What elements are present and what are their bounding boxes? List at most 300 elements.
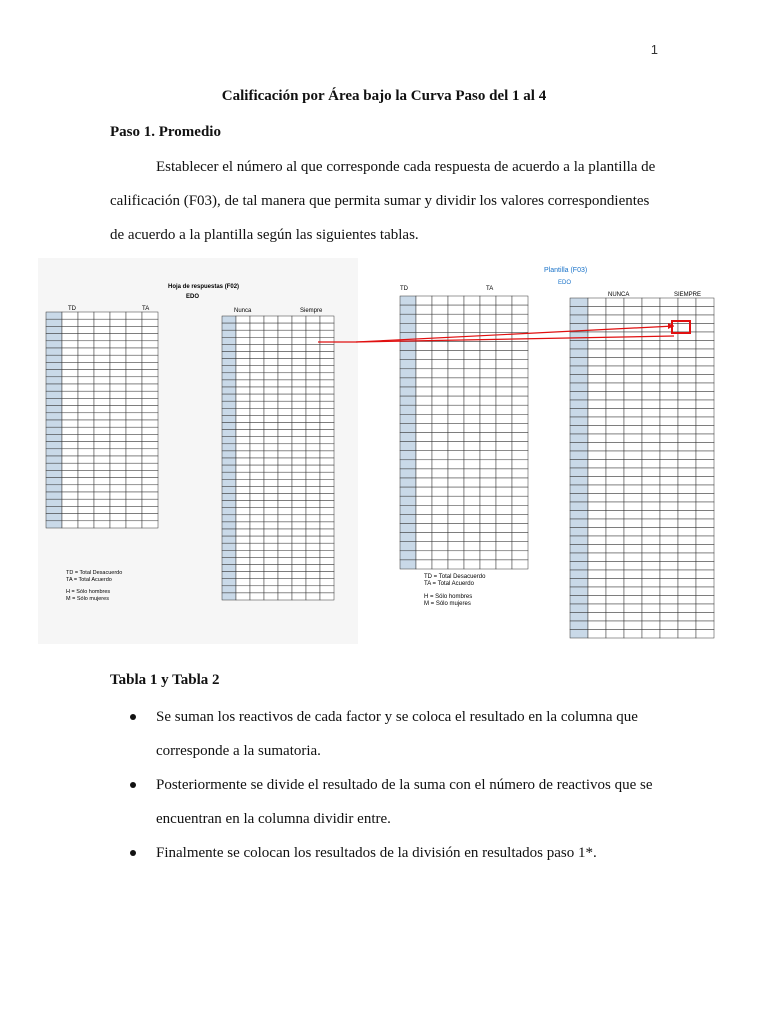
- table-cell: [292, 337, 306, 344]
- table-cell: [236, 423, 250, 430]
- table-cell: [320, 458, 334, 465]
- table-cell: [264, 565, 278, 572]
- table-cell: [320, 444, 334, 451]
- table-cell: [464, 496, 480, 505]
- table-cell: [78, 420, 94, 427]
- table-cell: [236, 437, 250, 444]
- table-cell: [624, 349, 642, 358]
- table-cell: [264, 401, 278, 408]
- table-cell: [496, 442, 512, 451]
- table-cell: [264, 359, 278, 366]
- table-cell: [642, 613, 660, 622]
- table-cell: [110, 413, 126, 420]
- table-cell: [432, 360, 448, 369]
- table-cell: [660, 528, 678, 537]
- table-cell: [250, 401, 264, 408]
- table-cell: [78, 499, 94, 506]
- table-cell: [236, 501, 250, 508]
- table-cell: [624, 485, 642, 494]
- table-cell: [46, 420, 62, 427]
- table-cell: [292, 586, 306, 593]
- table-cell: [222, 352, 236, 359]
- table-cell: [264, 557, 278, 564]
- table-cell: [678, 545, 696, 554]
- table-cell: [624, 545, 642, 554]
- table-cell: [236, 337, 250, 344]
- table-cell: [250, 479, 264, 486]
- table-cell: [660, 375, 678, 384]
- table-cell: [642, 553, 660, 562]
- table-cell: [292, 550, 306, 557]
- table-cell: [660, 451, 678, 460]
- table-cell: [110, 485, 126, 492]
- bullet-item: Se suman los reactivos de cada factor y se coloca el resultado en la columna que corresponde a la sumatoria.: [110, 700, 658, 768]
- table-cell: [464, 551, 480, 560]
- table-cell: [480, 305, 496, 314]
- template-legend-td: TD = Total Desacuerdo: [424, 574, 486, 580]
- table-cell: [292, 344, 306, 351]
- table-cell: [660, 400, 678, 409]
- table-cell: [660, 341, 678, 350]
- table-cell: [292, 359, 306, 366]
- table-cell: [306, 451, 320, 458]
- table-cell: [400, 487, 416, 496]
- tablas-heading: Tabla 1 y Tabla 2: [110, 672, 220, 688]
- table-cell: [496, 524, 512, 533]
- table-cell: [432, 314, 448, 323]
- table-cell: [642, 494, 660, 503]
- table-cell: [512, 442, 528, 451]
- table-cell: [94, 492, 110, 499]
- table-cell: [278, 479, 292, 486]
- table-cell: [588, 613, 606, 622]
- table-cell: [142, 434, 158, 441]
- table-cell: [496, 551, 512, 560]
- table-cell: [62, 427, 78, 434]
- table-cell: [642, 307, 660, 316]
- table-cell: [588, 562, 606, 571]
- table-cell: [320, 359, 334, 366]
- table-cell: [432, 551, 448, 560]
- table-cell: [624, 596, 642, 605]
- table-cell: [306, 572, 320, 579]
- table-cell: [46, 334, 62, 341]
- table-cell: [696, 604, 714, 613]
- table-cell: [78, 384, 94, 391]
- table-cell: [588, 341, 606, 350]
- table-cell: [642, 315, 660, 324]
- table-cell: [696, 494, 714, 503]
- table-cell: [110, 420, 126, 427]
- table-cell: [642, 417, 660, 426]
- table-cell: [94, 506, 110, 513]
- table-cell: [696, 613, 714, 622]
- table-cell: [480, 560, 496, 569]
- table-cell: [496, 405, 512, 414]
- table-cell: [110, 514, 126, 521]
- answer-sheet-subtitle: EDO: [186, 294, 200, 300]
- table-cell: [678, 579, 696, 588]
- table-cell: [320, 472, 334, 479]
- table-cell: [624, 426, 642, 435]
- table-cell: [624, 528, 642, 537]
- table-cell: [496, 478, 512, 487]
- table-cell: [432, 505, 448, 514]
- table-cell: [570, 562, 588, 571]
- bullet-dot-icon: [130, 782, 136, 788]
- table-cell: [320, 330, 334, 337]
- answer-nunca-label: Nunca: [234, 308, 252, 314]
- table-cell: [62, 456, 78, 463]
- table-cell: [222, 494, 236, 501]
- table-cell: [588, 417, 606, 426]
- table-cell: [94, 398, 110, 405]
- table-cell: [306, 430, 320, 437]
- table-cell: [512, 478, 528, 487]
- table-cell: [696, 621, 714, 630]
- table-cell: [126, 406, 142, 413]
- table-cell: [480, 514, 496, 523]
- table-cell: [696, 468, 714, 477]
- table-cell: [110, 391, 126, 398]
- table-cell: [400, 496, 416, 505]
- table-cell: [62, 449, 78, 456]
- template-td-label: TD: [400, 286, 408, 292]
- table-cell: [660, 562, 678, 571]
- table-cell: [46, 391, 62, 398]
- table-cell: [306, 380, 320, 387]
- table-cell: [250, 316, 264, 323]
- table-cell: [250, 423, 264, 430]
- table-cell: [400, 460, 416, 469]
- table-cell: [642, 392, 660, 401]
- table-cell: [94, 470, 110, 477]
- table-cell: [264, 508, 278, 515]
- table-cell: [606, 400, 624, 409]
- table-cell: [236, 579, 250, 586]
- table-cell: [660, 409, 678, 418]
- table-cell: [512, 396, 528, 405]
- table-cell: [142, 485, 158, 492]
- table-cell: [110, 398, 126, 405]
- template-ta-label: TA: [486, 286, 494, 292]
- table-cell: [588, 536, 606, 545]
- table-cell: [400, 378, 416, 387]
- table-cell: [678, 477, 696, 486]
- table-cell: [570, 434, 588, 443]
- table-cell: [512, 405, 528, 414]
- table-cell: [320, 508, 334, 515]
- table-cell: [126, 362, 142, 369]
- table-cell: [46, 485, 62, 492]
- table-cell: [62, 420, 78, 427]
- table-cell: [222, 550, 236, 557]
- template-title: Plantilla (F03): [544, 267, 588, 274]
- table-cell: [264, 501, 278, 508]
- table-cell: [678, 468, 696, 477]
- table-cell: [278, 344, 292, 351]
- table-cell: [264, 586, 278, 593]
- table-cell: [570, 341, 588, 350]
- table-cell: [78, 485, 94, 492]
- table-cell: [464, 469, 480, 478]
- table-cell: [496, 314, 512, 323]
- answer-legend-m: M = Sólo mujeres: [66, 596, 109, 602]
- table-cell: [320, 387, 334, 394]
- table-cell: [222, 586, 236, 593]
- table-cell: [62, 514, 78, 521]
- table-cell: [306, 373, 320, 380]
- table-cell: [606, 451, 624, 460]
- table-cell: [570, 375, 588, 384]
- table-cell: [278, 337, 292, 344]
- scanned-tables-figure: [38, 258, 730, 644]
- table-cell: [660, 358, 678, 367]
- table-cell: [78, 506, 94, 513]
- table-cell: [264, 550, 278, 557]
- table-cell: [432, 442, 448, 451]
- table-cell: [570, 451, 588, 460]
- table-cell: [250, 522, 264, 529]
- table-cell: [222, 373, 236, 380]
- table-cell: [570, 536, 588, 545]
- table-cell: [292, 330, 306, 337]
- table-cell: [678, 315, 696, 324]
- table-cell: [320, 572, 334, 579]
- table-cell: [278, 529, 292, 536]
- table-cell: [464, 351, 480, 360]
- table-cell: [320, 579, 334, 586]
- table-cell: [696, 630, 714, 639]
- table-cell: [236, 387, 250, 394]
- table-cell: [126, 492, 142, 499]
- table-cell: [292, 557, 306, 564]
- table-cell: [264, 515, 278, 522]
- table-cell: [320, 529, 334, 536]
- table-cell: [236, 494, 250, 501]
- table-cell: [448, 378, 464, 387]
- table-cell: [678, 324, 696, 333]
- table-cell: [222, 465, 236, 472]
- table-cell: [512, 524, 528, 533]
- table-cell: [624, 613, 642, 622]
- table-cell: [464, 296, 480, 305]
- table-cell: [62, 370, 78, 377]
- table-cell: [126, 420, 142, 427]
- table-cell: [642, 604, 660, 613]
- table-cell: [416, 423, 432, 432]
- table-cell: [110, 478, 126, 485]
- table-cell: [306, 352, 320, 359]
- table-cell: [250, 472, 264, 479]
- table-cell: [696, 383, 714, 392]
- table-cell: [126, 413, 142, 420]
- table-cell: [320, 586, 334, 593]
- table-cell: [94, 463, 110, 470]
- table-cell: [78, 341, 94, 348]
- table-cell: [624, 621, 642, 630]
- table-cell: [62, 521, 78, 528]
- table-cell: [142, 334, 158, 341]
- table-cell: [606, 409, 624, 418]
- table-cell: [264, 423, 278, 430]
- table-cell: [62, 463, 78, 470]
- table-cell: [606, 579, 624, 588]
- table-cell: [606, 477, 624, 486]
- table-cell: [642, 570, 660, 579]
- table-cell: [660, 570, 678, 579]
- table-cell: [292, 423, 306, 430]
- table-cell: [46, 470, 62, 477]
- template-legend-m: M = Sólo mujeres: [424, 601, 471, 607]
- table-cell: [278, 572, 292, 579]
- table-cell: [448, 469, 464, 478]
- table-cell: [678, 349, 696, 358]
- table-cell: [678, 409, 696, 418]
- table-cell: [126, 391, 142, 398]
- table-cell: [222, 529, 236, 536]
- table-cell: [250, 529, 264, 536]
- table-cell: [94, 362, 110, 369]
- table-cell: [588, 392, 606, 401]
- table-cell: [678, 358, 696, 367]
- table-cell: [278, 437, 292, 444]
- table-cell: [496, 496, 512, 505]
- table-cell: [588, 596, 606, 605]
- table-cell: [126, 334, 142, 341]
- table-cell: [264, 444, 278, 451]
- table-cell: [448, 396, 464, 405]
- table-cell: [448, 296, 464, 305]
- table-cell: [678, 604, 696, 613]
- table-cell: [642, 536, 660, 545]
- table-cell: [448, 533, 464, 542]
- table-cell: [320, 494, 334, 501]
- template-siempre-label: SIEMPRE: [674, 292, 702, 298]
- table-cell: [264, 430, 278, 437]
- table-cell: [250, 437, 264, 444]
- table-cell: [126, 456, 142, 463]
- table-cell: [264, 465, 278, 472]
- table-cell: [400, 405, 416, 414]
- table-cell: [292, 472, 306, 479]
- table-cell: [570, 298, 588, 307]
- table-cell: [78, 362, 94, 369]
- table-cell: [320, 337, 334, 344]
- table-cell: [606, 553, 624, 562]
- table-cell: [642, 511, 660, 520]
- table-cell: [264, 593, 278, 600]
- table-cell: [250, 515, 264, 522]
- table-cell: [678, 460, 696, 469]
- table-cell: [480, 533, 496, 542]
- table-cell: [94, 456, 110, 463]
- table-cell: [236, 359, 250, 366]
- table-cell: [570, 307, 588, 316]
- table-cell: [464, 369, 480, 378]
- table-cell: [496, 296, 512, 305]
- table-cell: [78, 326, 94, 333]
- table-cell: [512, 542, 528, 551]
- table-cell: [432, 460, 448, 469]
- table-cell: [696, 358, 714, 367]
- table-cell: [264, 323, 278, 330]
- table-cell: [642, 485, 660, 494]
- table-cell: [292, 515, 306, 522]
- table-cell: [570, 528, 588, 537]
- table-cell: [142, 406, 158, 413]
- table-cell: [278, 536, 292, 543]
- table-cell: [142, 478, 158, 485]
- table-cell: [306, 323, 320, 330]
- table-cell: [250, 458, 264, 465]
- table-cell: [320, 394, 334, 401]
- answer-ta-label: TA: [142, 306, 150, 312]
- table-cell: [588, 451, 606, 460]
- table-cell: [62, 384, 78, 391]
- table-cell: [236, 515, 250, 522]
- table-cell: [570, 630, 588, 639]
- table-cell: [94, 312, 110, 319]
- table-cell: [400, 478, 416, 487]
- table-cell: [236, 373, 250, 380]
- table-cell: [678, 519, 696, 528]
- table-cell: [416, 533, 432, 542]
- table-cell: [278, 352, 292, 359]
- table-cell: [126, 434, 142, 441]
- table-cell: [570, 417, 588, 426]
- table-cell: [416, 478, 432, 487]
- table-cell: [696, 349, 714, 358]
- table-cell: [448, 387, 464, 396]
- table-cell: [110, 442, 126, 449]
- table-cell: [588, 366, 606, 375]
- table-cell: [416, 442, 432, 451]
- table-cell: [464, 487, 480, 496]
- table-cell: [236, 430, 250, 437]
- table-cell: [642, 545, 660, 554]
- table-cell: [496, 469, 512, 478]
- table-cell: [250, 352, 264, 359]
- table-cell: [642, 383, 660, 392]
- table-cell: [660, 587, 678, 596]
- table-cell: [78, 463, 94, 470]
- table-cell: [250, 593, 264, 600]
- table-cell: [480, 433, 496, 442]
- table-cell: [570, 468, 588, 477]
- table-cell: [588, 545, 606, 554]
- table-cell: [264, 494, 278, 501]
- table-cell: [588, 511, 606, 520]
- table-cell: [606, 468, 624, 477]
- table-cell: [642, 562, 660, 571]
- table-cell: [464, 478, 480, 487]
- table-cell: [642, 358, 660, 367]
- table-cell: [606, 358, 624, 367]
- table-cell: [432, 514, 448, 523]
- table-cell: [62, 434, 78, 441]
- table-cell: [250, 501, 264, 508]
- table-cell: [278, 415, 292, 422]
- table-cell: [306, 337, 320, 344]
- table-cell: [264, 536, 278, 543]
- table-cell: [416, 369, 432, 378]
- table-cell: [570, 502, 588, 511]
- table-cell: [62, 348, 78, 355]
- table-cell: [222, 380, 236, 387]
- table-cell: [306, 586, 320, 593]
- table-cell: [400, 305, 416, 314]
